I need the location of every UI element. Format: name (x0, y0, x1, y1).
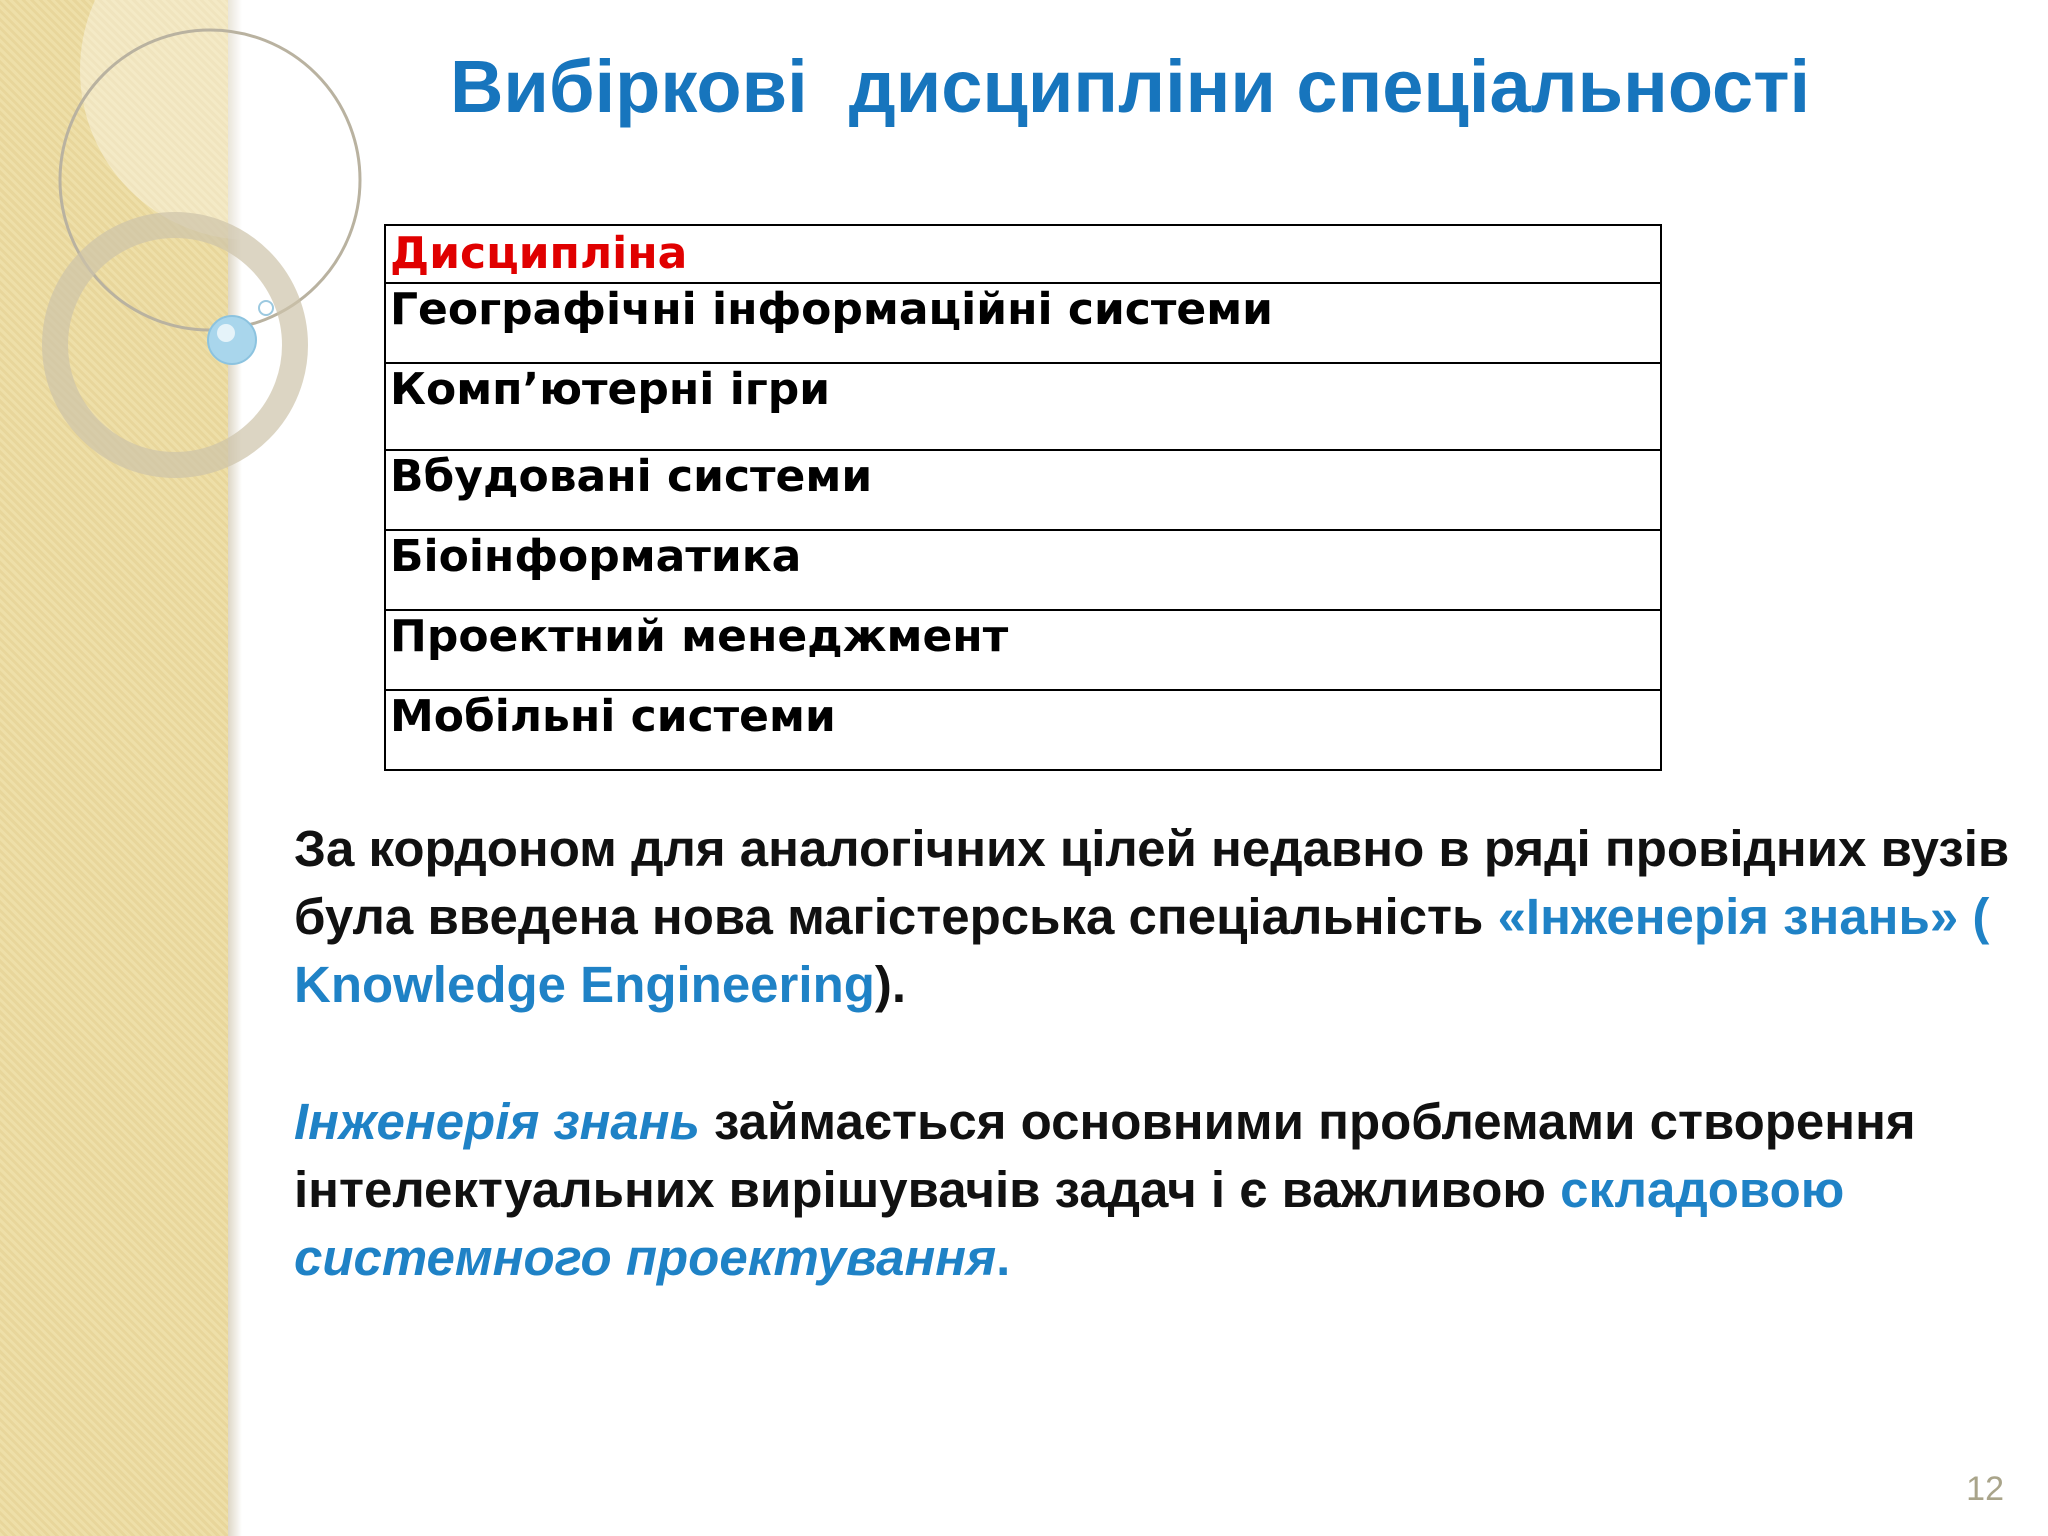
table-cell: Географічні інформаційні системи (385, 283, 1661, 363)
table-cell: Проектний менеджмент (385, 610, 1661, 690)
paragraph1-text: За кордоном для аналогічних цілей недавно в ряді провідних вузів була введена нова магістерська спеціальність (294, 820, 2010, 945)
table-cell: Біоінформатика (385, 530, 1661, 610)
paragraph2-term: Інженерія знань (294, 1093, 700, 1150)
slide-title: Вибіркові дисципліни спеціальності (449, 45, 1811, 128)
paragraph2-text: займається основними проблемами створення інтелектуальних вирішувачів задач і є важливою (294, 1093, 1916, 1218)
table-cell: Вбудовані системи (385, 450, 1661, 530)
paragraph-knowledge-engineering-specialty (294, 815, 2014, 1019)
disciplines-table (384, 224, 1662, 771)
paragraph2-highlight1: складовою (1560, 1161, 1845, 1218)
table-row (385, 690, 1661, 770)
paragraph2-highlight2: системного проектування (294, 1229, 997, 1286)
paragraph1-tail: ). (874, 956, 907, 1013)
table-cell: Мобільні системи (385, 690, 1661, 770)
table-header-row (385, 225, 1661, 283)
paragraph-knowledge-engineering-definition (294, 1088, 2014, 1292)
table-row (385, 530, 1661, 610)
table-cell: Комп’ютерні ігри (385, 363, 1661, 450)
table-row (385, 363, 1661, 450)
table-row (385, 283, 1661, 363)
paragraph2-tail: . (996, 1229, 1011, 1286)
table-row (385, 610, 1661, 690)
page-number: 12 (1966, 1470, 2004, 1508)
paragraph1-highlight: «Інженерія знань» ( Knowledge Engineering (294, 888, 1990, 1013)
table-header-cell: Дисципліна (385, 225, 1661, 283)
table-row (385, 450, 1661, 530)
